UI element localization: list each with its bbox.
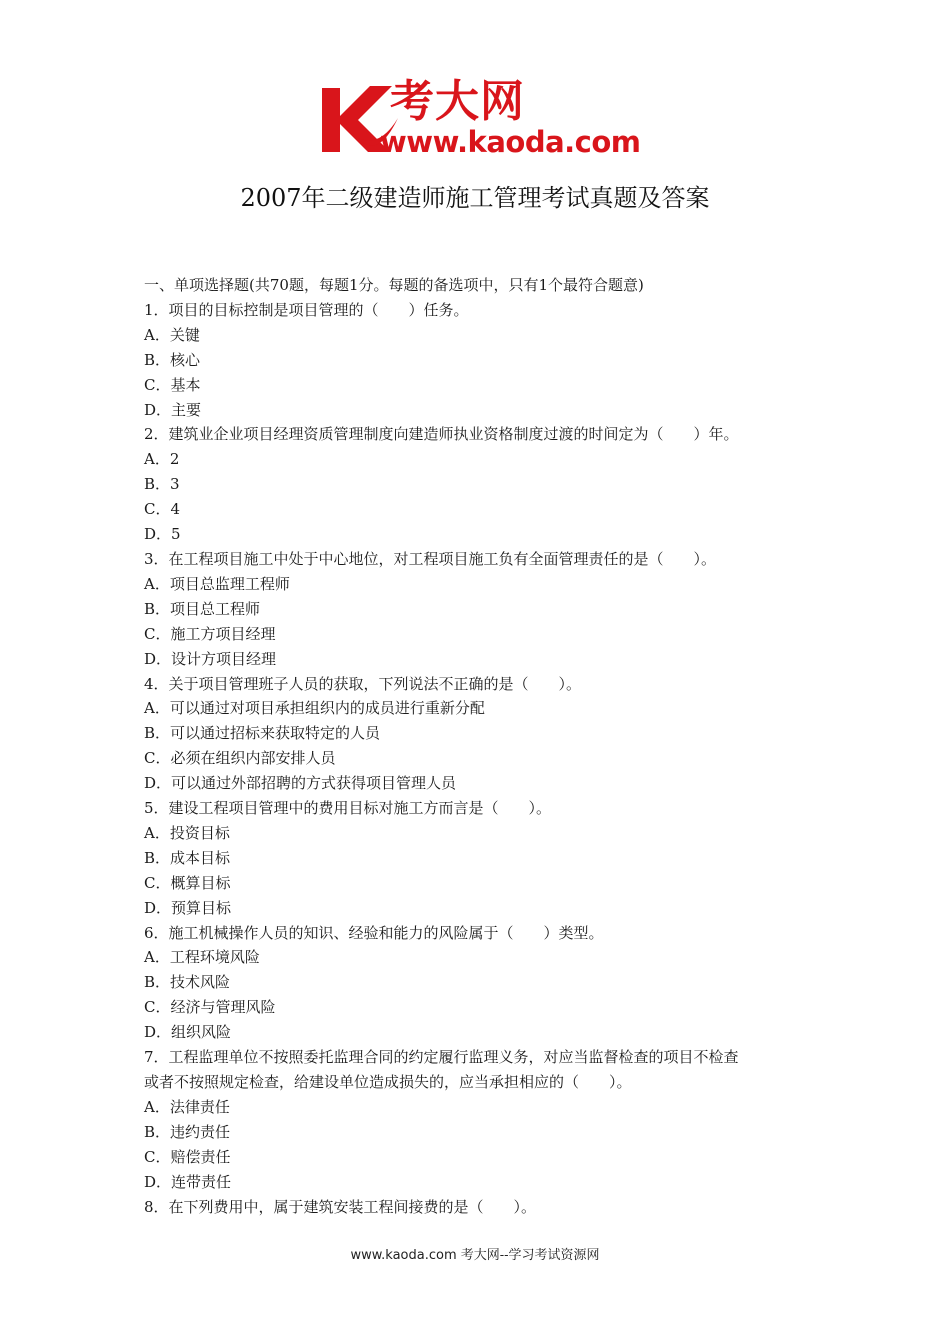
option-line: A．可以通过对项目承担组织内的成员进行重新分配	[144, 699, 485, 718]
option-line: D．设计方项目经理	[144, 649, 277, 668]
option-line: B．违约责任	[144, 1122, 231, 1141]
option-line: C．施工方项目经理	[144, 624, 276, 643]
section-heading: 一、单项选择题(共70题，每题1分。每题的备选项中，只有1个最符合题意)	[144, 276, 644, 294]
question-line-continued: 或者不按照规定检查，给建设单位造成损失的，应当承担相应的（ ）。	[144, 1073, 632, 1091]
kaoda-logo	[318, 76, 641, 160]
question-line: 2．建筑业企业项目经理资质管理制度向建造师执业资格制度过渡的时间定为（ ）年。	[144, 425, 739, 444]
option-line: B．项目总工程师	[144, 599, 261, 618]
option-line: B．技术风险	[144, 973, 231, 992]
page-footer	[0, 1246, 950, 1266]
option-line: D．预算目标	[144, 898, 232, 917]
footer-link[interactable]: www.kaoda.com	[350, 1248, 457, 1263]
question-content	[144, 273, 824, 1219]
option-line: B．核心	[144, 350, 201, 369]
option-line: A．工程环境风险	[144, 948, 260, 967]
document-title: 2007年二级建造师施工管理考试真题及答案	[240, 184, 710, 212]
question-line: 3．在工程项目施工中处于中心地位，对工程项目施工负有全面管理责任的是（ ）。	[144, 549, 717, 568]
footer-text: 考大网--学习考试资源网	[460, 1248, 600, 1263]
option-line: A．关键	[144, 325, 200, 344]
question-line: 8．在下列费用中，属于建筑安装工程间接费的是（ ）。	[144, 1197, 537, 1216]
option-line: A．项目总监理工程师	[144, 574, 290, 593]
question-line: 5．建设工程项目管理中的费用目标对施工方而言是（ ）。	[144, 799, 552, 818]
option-line: A．投资目标	[144, 823, 230, 842]
question-line: 6．施工机械操作人员的知识、经验和能力的风险属于（ ）类型。	[144, 923, 604, 942]
option-line: D．可以通过外部招聘的方式获得项目管理人员	[144, 774, 457, 793]
option-line: C．基本	[144, 375, 201, 394]
option-line: C．必须在组织内部安排人员	[144, 749, 336, 768]
option-line: A．2	[144, 450, 180, 469]
question-line: 7．工程监理单位不按照委托监理合同的约定履行监理义务，对应当监督检查的项目不检查	[144, 1048, 739, 1067]
option-line: C．4	[144, 500, 181, 519]
option-line: A．法律责任	[144, 1097, 230, 1116]
option-line: B．成本目标	[144, 848, 231, 867]
option-line: B．可以通过招标来获取特定的人员	[144, 724, 381, 743]
option-line: D．主要	[144, 400, 202, 419]
option-line: C．经济与管理风险	[144, 998, 276, 1017]
question-line: 4．关于项目管理班子人员的获取，下列说法不正确的是（ ）。	[144, 674, 582, 693]
option-line: D．组织风险	[144, 1023, 232, 1042]
option-line: C．赔偿责任	[144, 1147, 231, 1166]
option-line: D．连带责任	[144, 1172, 232, 1191]
option-line: D．5	[144, 525, 181, 544]
logo-url-text: www.kaoda.com	[380, 125, 641, 159]
option-line: B．3	[144, 475, 180, 494]
option-line: C．概算目标	[144, 873, 231, 892]
logo-brand-text: 考大网	[390, 76, 525, 127]
question-line: 1．项目的目标控制是项目管理的（ ）任务。	[144, 300, 469, 319]
